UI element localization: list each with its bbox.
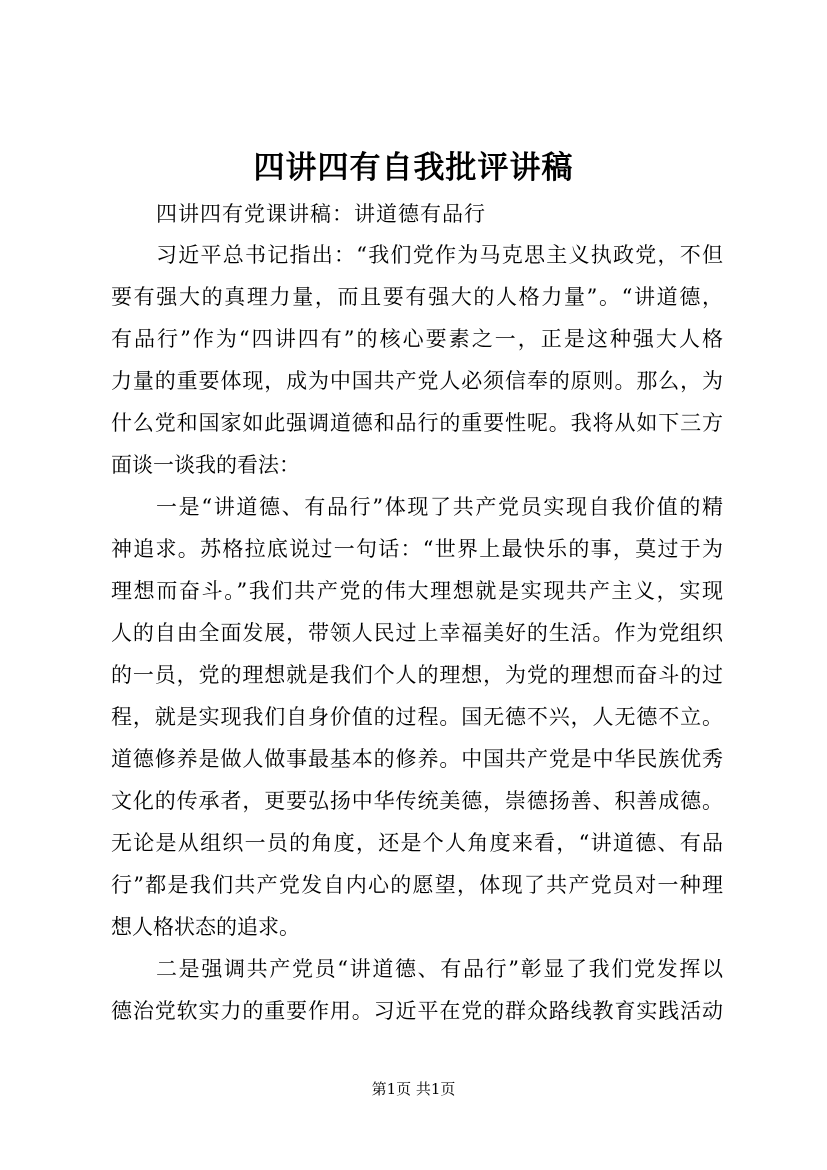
page-number-footer: 第1页 共1页	[371, 1080, 456, 1098]
paragraph-line: 要有强大的真理力量，而且要有强大的人格力量”。“讲道德，	[111, 285, 723, 309]
paragraph-line: 力量的重要体现，成为中国共产党人必须信奉的原则。那么，为	[111, 369, 723, 393]
paragraph-line: 有品行”作为“四讲四有”的核心要素之一，正是这种强大人格	[111, 327, 723, 351]
paragraph-line: 德治党软实力的重要作用。习近平在党的群众路线教育实践活动	[111, 999, 723, 1023]
paragraph-line: 二是强调共产党员“讲道德、有品行”彰显了我们党发挥以	[156, 957, 723, 981]
paragraph-line: 习近平总书记指出：“我们党作为马克思主义执政党，不但	[156, 243, 723, 267]
paragraph-line: 面谈一谈我的看法：	[111, 453, 300, 477]
paragraph-line: 人的自由全面发展，带领人民过上幸福美好的生活。作为党组织	[111, 621, 723, 645]
paragraph-line: 什么党和国家如此强调道德和品行的重要性呢。我将从如下三方	[111, 411, 723, 435]
paragraph-line: 想人格状态的追求。	[111, 915, 300, 939]
document-subtitle: 四讲四有党课讲稿：讲道德有品行	[156, 202, 486, 226]
paragraph-line: 无论是从组织一员的角度，还是个人角度来看，“讲道德、有品	[111, 831, 723, 855]
paragraph-line: 道德修养是做人做事最基本的修养。中国共产党是中华民族优秀	[111, 747, 723, 771]
paragraph-line: 神追求。苏格拉底说过一句话：“世界上最快乐的事，莫过于为	[111, 537, 723, 561]
paragraph-line: 的一员，党的理想就是我们个人的理想，为党的理想而奋斗的过	[111, 663, 723, 687]
document-title: 四讲四有自我批评讲稿	[253, 150, 574, 186]
paragraph-line: 文化的传承者，更要弘扬中华传统美德，崇德扬善、积善成德。	[111, 789, 723, 813]
paragraph-line: 一是“讲道德、有品行”体现了共产党员实现自我价值的精	[156, 495, 723, 519]
paragraph-line: 理想而奋斗。”我们共产党的伟大理想就是实现共产主义，实现	[111, 579, 723, 603]
paragraph-line: 程，就是实现我们自身价值的过程。国无德不兴，人无德不立。	[111, 705, 723, 729]
paragraph-line: 行”都是我们共产党发自内心的愿望，体现了共产党员对一种理	[111, 873, 723, 897]
